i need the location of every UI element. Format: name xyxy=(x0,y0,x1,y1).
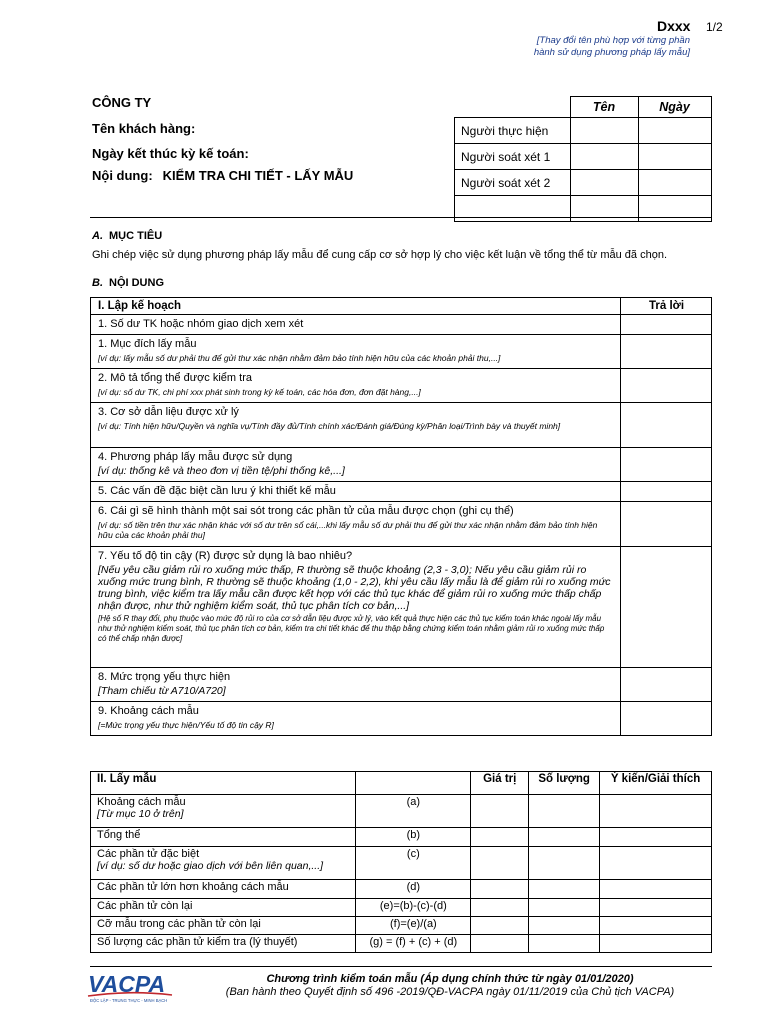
planning-example: [ví dụ: số tiền trên thư xác nhận khác với số dư trên sổ cái,...khi lấy mẫu số dư phải thu để gửi thư xác nhận nhằm đảm bảo tính hiện hữu của các khoản phải thu] xyxy=(98,520,598,540)
sampling-label: Cỡ mẫu trong các phần tử còn lại xyxy=(97,918,261,930)
answer-cell[interactable] xyxy=(621,335,712,369)
sampling-label: Các phần tử lớn hơn khoảng cách mẫu xyxy=(97,881,289,893)
planning-question: 1. Mục đích lấy mẫu xyxy=(98,338,197,350)
signoff-name-cell[interactable] xyxy=(570,170,638,196)
planning-question: 7. Yếu tố độ tin cậy (R) được sử dụng là bao nhiêu? xyxy=(98,550,353,562)
sampling-title: II. Lấy mẫu xyxy=(91,772,356,795)
page-number: 1/2 xyxy=(706,20,723,34)
answer-cell[interactable] xyxy=(621,668,712,702)
signoff-role: Người thực hiện xyxy=(455,118,571,144)
comment-cell[interactable] xyxy=(600,917,712,935)
comment-cell[interactable] xyxy=(600,899,712,917)
section-a-title: MỤC TIÊU xyxy=(109,230,163,242)
answer-cell[interactable] xyxy=(621,315,712,335)
sampling-sublabel: [Từ mục 10 ở trên] xyxy=(97,808,184,820)
sampling-code: (b) xyxy=(356,828,471,847)
planning-row xyxy=(91,335,712,369)
section-b-title: NỘI DUNG xyxy=(109,277,164,289)
signoff-table xyxy=(454,96,712,222)
quantity-cell[interactable] xyxy=(529,917,600,935)
signoff-row xyxy=(455,144,712,170)
sampling-row xyxy=(91,795,712,828)
header-note-line-2: hành sử dụng phương pháp lấy mẫu] xyxy=(533,47,690,58)
planning-question: 2. Mô tả tổng thể được kiểm tra xyxy=(98,372,252,384)
logo-tagline: ĐỘC LẬP - TRUNG THỰC - MINH BẠCH xyxy=(90,998,168,1003)
sampling-header-row xyxy=(91,772,712,795)
planning-row xyxy=(91,547,712,668)
company-label: CÔNG TY xyxy=(92,95,152,110)
sampling-code: (c) xyxy=(356,847,471,880)
period-end-label: Ngày kết thúc kỳ kế toán: xyxy=(92,146,249,161)
planning-header-row xyxy=(91,298,712,315)
sampling-label: Các phần tử đặc biệt xyxy=(97,848,200,860)
quantity-cell[interactable] xyxy=(529,847,600,880)
signoff-header-row xyxy=(455,97,712,118)
comment-cell[interactable] xyxy=(600,935,712,953)
header-note-line-1: [Thay đổi tên phù hợp với từng phần xyxy=(536,35,690,46)
planning-row xyxy=(91,668,712,702)
planning-example: [=Mức trọng yếu thực hiện/Yếu tố độ tin cậy R] xyxy=(98,720,274,730)
planning-example: [ví dụ: Tính hiện hữu/Quyền và nghĩa vụ/Tính đầy đủ/Tính chính xác/Đánh giá/Đúng kỳ/Phân loại/Trình bày và thuyết minh] xyxy=(98,421,561,431)
sampling-row xyxy=(91,880,712,899)
sampling-label: Số lượng các phần tử kiểm tra (lý thuyết) xyxy=(97,936,298,948)
vacpa-logo-graphic xyxy=(86,968,174,1004)
sampling-row xyxy=(91,899,712,917)
planning-row xyxy=(91,315,712,335)
sampling-label: Các phần tử còn lại xyxy=(97,900,193,912)
sampling-code: (f)=(e)/(a) xyxy=(356,917,471,935)
value-cell[interactable] xyxy=(471,847,529,880)
planning-example: [ví dụ: lấy mẫu số dư phải thu để gửi thư xác nhận nhằm đảm bảo tính hiện hữu của các khoản phải thu,...] xyxy=(98,353,501,363)
sampling-code: (d) xyxy=(356,880,471,899)
value-cell[interactable] xyxy=(471,899,529,917)
comment-cell[interactable] xyxy=(600,847,712,880)
sampling-row xyxy=(91,935,712,953)
signoff-date-cell[interactable] xyxy=(638,144,711,170)
answer-cell[interactable] xyxy=(621,369,712,403)
quantity-column-header: Số lượng xyxy=(529,772,600,795)
answer-cell[interactable] xyxy=(621,702,712,736)
answer-column-header: Trả lời xyxy=(621,298,712,315)
section-a-text: Ghi chép việc sử dụng phương pháp lấy mẫu để cung cấp cơ sở hợp lý cho việc kết luận về tổng thể từ mẫu đã chọn. xyxy=(92,249,667,261)
planning-row xyxy=(91,369,712,403)
vacpa-logo xyxy=(86,968,174,1004)
signoff-role: Người soát xét 2 xyxy=(455,170,571,196)
planning-example: [Nếu yêu cầu giảm rủi ro xuống mức thấp, R thường sẽ thuộc khoảng (2,3 - 3,0); Nếu yêu cầu giảm rủi ro xuống mức trung bình, R thường sẽ thuộc khoảng (1,0 - 2,2), khi yêu cầu lấy mẫu là để giảm rủi ro xuống mức trung bình, việc kiểm tra lấy mẫu cần được kết hợp với các thủ tục khác để giảm rủi ro xuống mức thấp chấp nhận được, như thử nghiệm kiểm soát, thủ tục phân tích cơ bản,...] xyxy=(98,564,611,612)
comment-cell[interactable] xyxy=(600,880,712,899)
planning-example: [Tham chiếu từ A710/A720] xyxy=(98,685,226,697)
planning-question: 3. Cơ sở dẫn liệu được xử lý xyxy=(98,406,239,418)
section-a-letter: A. xyxy=(92,230,103,242)
signoff-date-cell[interactable] xyxy=(638,170,711,196)
footer-line-2: (Ban hành theo Quyết định số 496 -2019/QĐ-VACPA ngày 01/11/2019 của Chủ tịch VACPA) xyxy=(225,986,675,998)
sampling-code: (a) xyxy=(356,795,471,828)
signoff-role: Người soát xét 1 xyxy=(455,144,571,170)
section-a-heading xyxy=(92,230,162,242)
planning-note: [Hệ số R thay đổi, phụ thuộc vào mức độ rủi ro của cơ sở dẫn liệu được xử lý, vào kết quả thực hiện các thủ tục kiểm toán khác ngoài lấy mẫu như thử nghiệm kiểm soát, thủ tục phân tích cơ bản, kiểm tra chi tiết khác để thu thập bằng chứng kiểm toán nhằm giảm rủi ro xuống mức thấp có thể chấp nhận được] xyxy=(98,614,605,643)
sampling-table xyxy=(90,771,712,953)
document-code: Dxxx xyxy=(657,18,691,34)
planning-question: 8. Mức trọng yếu thực hiện xyxy=(98,671,231,683)
value-cell[interactable] xyxy=(471,917,529,935)
sampling-code: (g) = (f) + (c) + (d) xyxy=(356,935,471,953)
quantity-cell[interactable] xyxy=(529,935,600,953)
answer-cell[interactable] xyxy=(621,547,712,668)
answer-cell[interactable] xyxy=(621,482,712,502)
quantity-cell[interactable] xyxy=(529,828,600,847)
quantity-cell[interactable] xyxy=(529,880,600,899)
quantity-cell[interactable] xyxy=(529,795,600,828)
footer-line-1: Chương trình kiểm toán mẫu (Áp dụng chính thức từ ngày 01/01/2020) xyxy=(266,973,634,985)
header-divider xyxy=(90,217,712,218)
footer xyxy=(180,973,720,999)
planning-row xyxy=(91,448,712,482)
sampling-code: (e)=(b)-(c)-(d) xyxy=(356,899,471,917)
answer-cell[interactable] xyxy=(621,448,712,482)
content-line xyxy=(92,168,353,183)
footer-divider xyxy=(90,966,712,967)
section-b-letter: B. xyxy=(92,277,103,289)
planning-example: [ví dụ: số dư TK, chi phí xxx phát sinh trong kỳ kế toán, các hóa đơn, đơn đặt hàng,...] xyxy=(98,387,421,397)
signoff-col-date: Ngày xyxy=(638,97,711,118)
comment-cell[interactable] xyxy=(600,828,712,847)
planning-question: 9. Khoảng cách mẫu xyxy=(98,705,199,717)
planning-question: 5. Các vấn đề đặc biệt cần lưu ý khi thiết kế mẫu xyxy=(98,485,336,497)
header-note xyxy=(470,35,690,59)
value-cell[interactable] xyxy=(471,795,529,828)
signoff-name-cell[interactable] xyxy=(570,118,638,144)
client-label: Tên khách hàng: xyxy=(92,121,196,136)
logo-wordmark: VACPA xyxy=(88,971,166,997)
signoff-blank-header xyxy=(455,97,571,118)
planning-question: 1. Số dư TK hoặc nhóm giao dịch xem xét xyxy=(98,318,304,330)
section-b-heading xyxy=(92,277,164,289)
planning-title: I. Lập kế hoạch xyxy=(91,298,621,315)
signoff-row xyxy=(455,118,712,144)
planning-example: [ví dụ: thống kê và theo đơn vị tiền tệ/phi thống kê,...] xyxy=(98,465,345,477)
value-cell[interactable] xyxy=(471,828,529,847)
planning-row xyxy=(91,403,712,448)
signoff-col-name: Tên xyxy=(570,97,638,118)
comment-column-header: Ý kiến/Giải thích xyxy=(600,772,712,795)
sampling-label: Khoảng cách mẫu xyxy=(97,796,186,808)
quantity-cell[interactable] xyxy=(529,899,600,917)
sampling-row xyxy=(91,828,712,847)
planning-row xyxy=(91,502,712,547)
signoff-row xyxy=(455,170,712,196)
value-cell[interactable] xyxy=(471,935,529,953)
answer-cell[interactable] xyxy=(621,502,712,547)
sampling-sublabel: [ví dụ: số dư hoặc giao dịch với bên liên quan,...] xyxy=(97,860,324,872)
sampling-row xyxy=(91,847,712,880)
signoff-date-cell[interactable] xyxy=(638,118,711,144)
content-label: Nội dung: xyxy=(92,168,153,183)
planning-question: 6. Cái gì sẽ hình thành một sai sót trong các phần tử của mẫu được chọn (ghi cụ thể) xyxy=(98,505,514,517)
content-value: KIỂM TRA CHI TIẾT - LẤY MẪU xyxy=(162,168,354,183)
value-column-header: Giá trị xyxy=(471,772,529,795)
value-cell[interactable] xyxy=(471,880,529,899)
sampling-label: Tổng thể xyxy=(97,829,141,841)
answer-cell[interactable] xyxy=(621,403,712,448)
sampling-code-header xyxy=(356,772,471,795)
planning-table xyxy=(90,297,712,736)
planning-question: 4. Phương pháp lấy mẫu được sử dụng xyxy=(98,451,293,463)
comment-cell[interactable] xyxy=(600,795,712,828)
signoff-name-cell[interactable] xyxy=(570,144,638,170)
planning-row xyxy=(91,702,712,736)
sampling-row xyxy=(91,917,712,935)
planning-row xyxy=(91,482,712,502)
